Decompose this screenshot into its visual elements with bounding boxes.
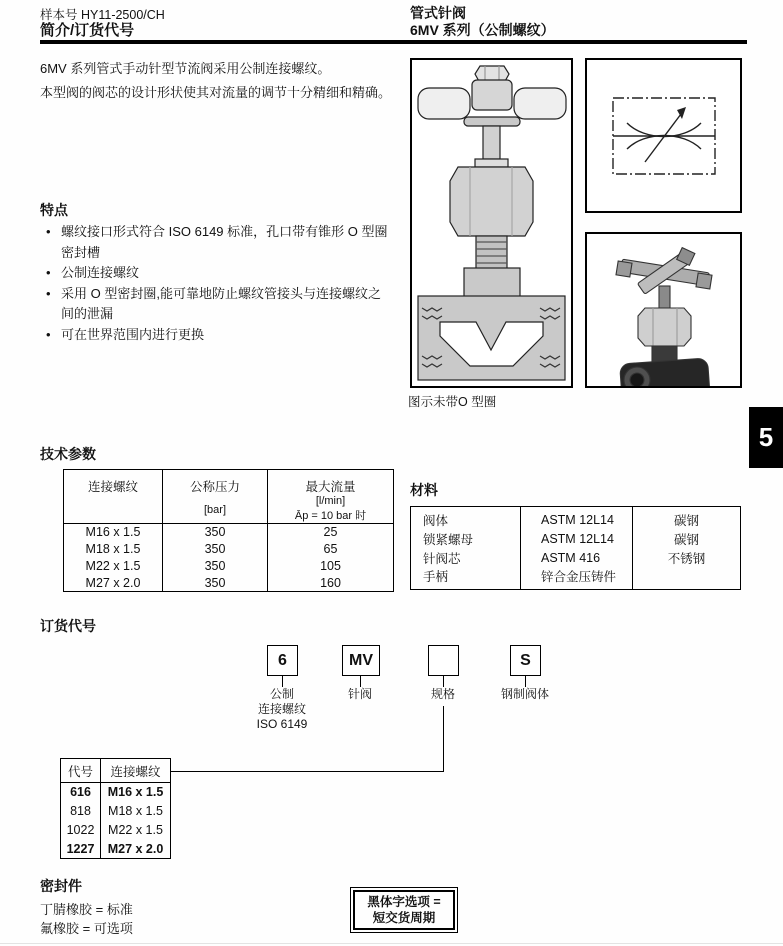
- col-header-thread-label: 连接螺纹: [87, 480, 138, 494]
- tech-params-heading: 技术参数: [40, 446, 96, 462]
- header-rule: [40, 40, 747, 44]
- spec-cell: 锌合金压铸件: [521, 567, 633, 590]
- spec-cell: ASTM 12L14: [521, 507, 633, 530]
- product-title: 管式针阀: [410, 5, 466, 21]
- size-connector-horizontal-line: [170, 771, 444, 772]
- spec-cell: ASTM 12L14: [521, 529, 633, 548]
- code-column-header: 代号: [61, 759, 101, 783]
- ordering-box-body: [510, 645, 541, 676]
- code-cell: 1227: [61, 840, 101, 859]
- needle-valve-symbol-image: [587, 60, 740, 211]
- code-cell: 616: [61, 783, 101, 802]
- seals-heading: 密封件: [40, 878, 82, 894]
- material-cell: [633, 567, 741, 590]
- materials-row: [411, 529, 741, 548]
- ordering-box-code: MV: [349, 651, 373, 669]
- code-table-row: [61, 840, 171, 859]
- feature-item: • 螺纹接口形式符合 ISO 6149 标准，孔口带有锥形 O 型圈密封槽: [44, 222, 389, 263]
- flow-header-label: 最大流量: [305, 480, 356, 494]
- feature-item: • 采用 O 型密封圈,能可靠地防止螺纹管接头与连接螺纹之间的泄漏: [44, 284, 389, 325]
- pressure-cell: 350: [163, 541, 268, 558]
- ordering-box-size: [428, 645, 459, 676]
- box-tick-line: [282, 676, 283, 687]
- col-header-thread: [64, 470, 163, 524]
- flow-cell: 160: [268, 575, 394, 592]
- box-tick-line: [443, 676, 444, 687]
- material-cell: 碳钢: [633, 507, 741, 530]
- note-line: 黑体字选项 =: [367, 895, 441, 909]
- label-line: 钢制阀体: [500, 687, 549, 701]
- valve-photo-figure: [585, 232, 742, 388]
- materials-heading: 材料: [410, 482, 438, 498]
- part-cell: 手柄: [411, 567, 521, 590]
- flow-condition-label: Āp = 10 bar 时: [294, 510, 367, 522]
- seal-optional-line: 氟橡胶 = 可选项: [40, 921, 133, 936]
- thread-column-header: 连接螺纹: [101, 759, 171, 783]
- code-table-header-row: [61, 759, 171, 783]
- code-table-row: [61, 821, 171, 840]
- pressure-unit-label: [bar]: [203, 504, 226, 516]
- materials-row: [411, 567, 741, 590]
- ordering-box-valve-type: [342, 645, 380, 676]
- figure-caption: 图示未带O 型圈: [408, 395, 497, 409]
- size-code-table: [60, 758, 171, 859]
- ordering-label-size: [403, 687, 483, 702]
- code-cell: 818: [61, 802, 101, 821]
- code-table-row: [61, 802, 171, 821]
- delivery-note-inner: [353, 890, 455, 930]
- page-number: 5: [758, 422, 774, 452]
- features-list: [44, 222, 389, 345]
- materials-row: [411, 548, 741, 567]
- thread-cell: M27 x 2.0: [101, 840, 171, 859]
- col-header-pressure: [163, 470, 268, 524]
- ordering-label-body: [485, 687, 565, 702]
- part-cell: 针阀芯: [411, 548, 521, 567]
- thread-cell: M16 x 1.5: [101, 783, 171, 802]
- part-cell: 阀体: [411, 507, 521, 530]
- col-header-flow: [268, 470, 394, 524]
- thread-cell: M16 x 1.5: [64, 524, 163, 541]
- materials-row: [411, 507, 741, 530]
- thread-cell: M27 x 2.0: [64, 575, 163, 592]
- tech-params-row: [64, 558, 394, 575]
- size-connector-vertical-line: [443, 706, 444, 772]
- note-line: 短交货周期: [372, 911, 436, 925]
- valve-cross-section-image: [412, 60, 571, 386]
- part-cell: 锁紧螺母: [411, 529, 521, 548]
- product-series: 6MV 系列（公制螺纹）: [410, 22, 555, 38]
- tech-params-row: [64, 575, 394, 592]
- pressure-cell: 350: [163, 575, 268, 592]
- ordering-heading: 订货代号: [40, 618, 96, 634]
- box-tick-line: [525, 676, 526, 687]
- page-number-tab: [749, 407, 783, 468]
- materials-table: [410, 506, 741, 590]
- feature-item: • 可在世界范围内进行更换: [44, 325, 389, 346]
- ordering-box-thread-type: [267, 645, 298, 676]
- label-line: 针阀: [347, 687, 372, 701]
- ordering-label-thread-type: [242, 687, 322, 732]
- tech-params-table: [63, 469, 394, 592]
- doc-number: 样本号 HY11-2500/CH: [40, 8, 165, 22]
- delivery-note-box: [350, 887, 458, 933]
- thread-cell: M22 x 1.5: [101, 821, 171, 840]
- label-line: 连接螺纹: [257, 702, 306, 716]
- intro-line-1: 6MV 系列管式手动针型节流阀采用公制连接螺纹。: [40, 61, 331, 76]
- thread-cell: M18 x 1.5: [101, 802, 171, 821]
- label-line: 公制: [269, 687, 294, 701]
- tech-params-row: [64, 524, 394, 541]
- label-line: ISO 6149: [256, 717, 308, 731]
- code-table-row: [61, 783, 171, 802]
- page-bottom-edge: [0, 943, 783, 944]
- page-title: 简介/订货代号: [40, 22, 135, 39]
- thread-cell: M22 x 1.5: [64, 558, 163, 575]
- ordering-box-code: S: [520, 651, 531, 669]
- valve-cross-section-figure: [410, 58, 573, 388]
- ordering-label-valve-type: [320, 687, 400, 702]
- intro-line-2: 本型阀的阀芯的设计形状使其对流量的调节十分精细和精确。: [40, 85, 392, 100]
- thread-cell: M18 x 1.5: [64, 541, 163, 558]
- code-cell: 1022: [61, 821, 101, 840]
- flow-unit-label: [l/min]: [315, 495, 346, 507]
- ordering-box-code: 6: [278, 651, 287, 669]
- material-cell: 碳钢: [633, 529, 741, 548]
- tech-params-row: [64, 541, 394, 558]
- spec-cell: ASTM 416: [521, 548, 633, 567]
- flow-cell: 25: [268, 524, 394, 541]
- box-tick-line: [360, 676, 361, 687]
- tech-params-header-row: [64, 470, 394, 524]
- intro-paragraph: [40, 57, 400, 105]
- feature-item: • 公制连接螺纹: [44, 263, 389, 284]
- flow-cell: 105: [268, 558, 394, 575]
- material-cell: 不锈钢: [633, 548, 741, 567]
- features-heading: 特点: [40, 202, 68, 218]
- flow-cell: 65: [268, 541, 394, 558]
- pressure-header-label: 公称压力: [189, 480, 240, 494]
- pressure-cell: 350: [163, 558, 268, 575]
- pressure-cell: 350: [163, 524, 268, 541]
- seal-standard-line: 丁腈橡胶 = 标准: [40, 902, 133, 917]
- label-line: 规格: [430, 687, 455, 701]
- valve-photo-image: [587, 234, 740, 386]
- hydraulic-symbol-figure: [585, 58, 742, 213]
